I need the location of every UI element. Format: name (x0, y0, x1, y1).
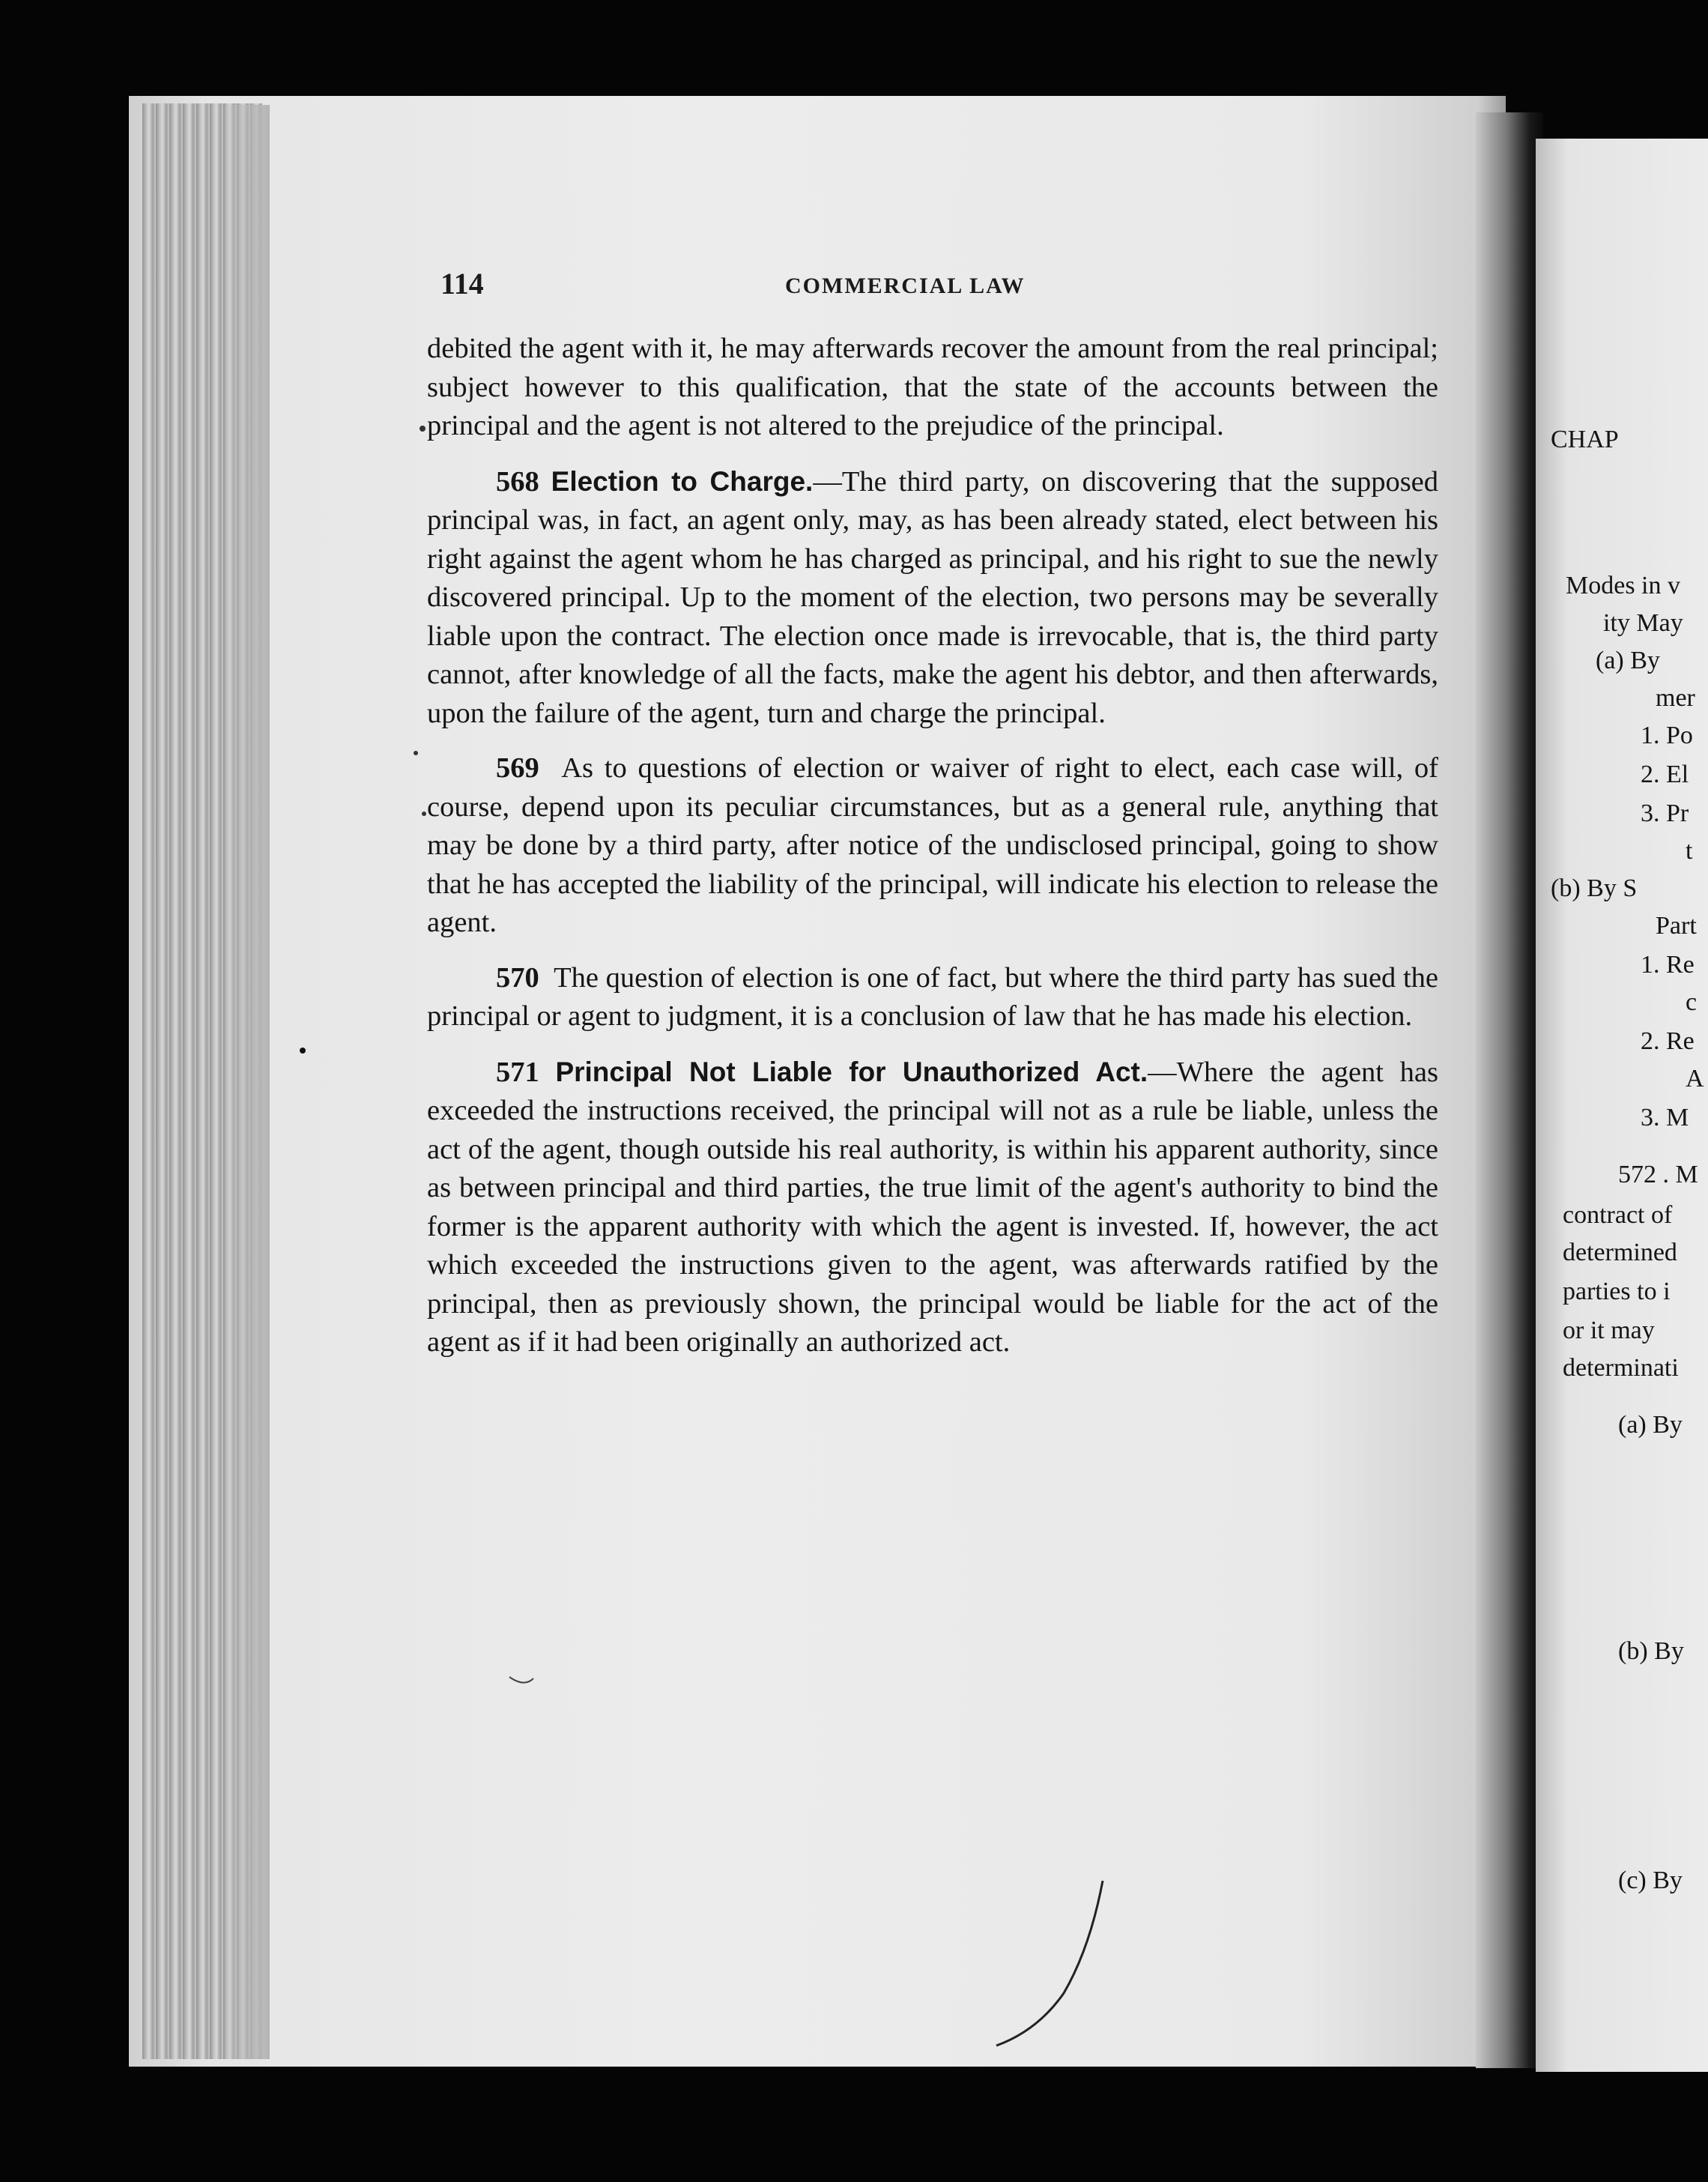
book-gutter (1476, 112, 1543, 2068)
right-line: 3. M (1641, 1104, 1689, 1131)
right-line: parties to i (1563, 1278, 1671, 1305)
right-line: (b) By (1618, 1637, 1684, 1665)
page-header (427, 266, 1438, 311)
right-line: CHAP (1551, 426, 1619, 453)
right-line: (b) By S (1551, 874, 1638, 902)
right-line: c (1686, 988, 1698, 1016)
section-568 (427, 462, 1438, 734)
page-edge-shadow (225, 105, 270, 2059)
right-line: determined (1563, 1239, 1677, 1266)
page-number: 114 (440, 267, 484, 300)
right-line: 2. El (1641, 761, 1689, 788)
right-page (1536, 139, 1708, 2072)
right-line: (a) By (1618, 1411, 1683, 1439)
page-body (427, 330, 1438, 1379)
right-line: Part (1656, 912, 1697, 940)
right-line: Modes in v (1566, 572, 1680, 599)
right-line: t (1686, 837, 1693, 865)
right-line: 2. Re (1641, 1027, 1695, 1055)
right-line: 572 . M (1618, 1161, 1698, 1188)
right-line: (a) By (1596, 647, 1660, 674)
section-text: —The third party, on discovering that the supposed principal was, in fact, an agent only, may, as has been already stated, elect between his right against the agent whom he has charged as principal, and his right to sue the newly discovered principal. Up to the moment of the election, two persons may be severally liable upon the contract. The election once made is irrevocable, that is, the third party cannot, after knowledge of all the facts, make the agent his debtor, and then afterwards, upon the failure of the agent, turn and charge the principal. (427, 465, 1439, 729)
section-570 (427, 959, 1438, 1036)
section-number: 571 (496, 1056, 539, 1088)
section-number: 570 (496, 961, 539, 994)
right-line: 3. Pr (1641, 800, 1689, 827)
right-line: A (1686, 1065, 1704, 1092)
section-heading: Principal Not Liable for Unauthorized Act. (555, 1056, 1148, 1087)
right-line: determinati (1563, 1354, 1679, 1382)
section-heading: Election to Charge. (551, 465, 814, 497)
section-571 (427, 1053, 1438, 1362)
right-line: 1. Po (1641, 722, 1693, 749)
continued-paragraph: debited the agent with it, he may afterwards recover the amount from the real principal; subject however to this qualification, that the state of the accounts between the principal and the agent is not altered to the prejudice of the principal. (427, 333, 1438, 441)
running-head: COMMERCIAL LAW (785, 273, 1026, 298)
right-line: mer (1656, 684, 1695, 712)
section-number: 569 (496, 752, 539, 784)
section-text: —Where the agent has exceeded the instructions received, the principal will not as a rule be liable, unless the act of the agent, though outside his real authority, is within his apparent authority, since as between principal and third parties, the true limit of the agent's authority to bind the former is the apparent authority with which the agent is invested. If, however, the act which exceeded the instructions given to the agent, was afterwards ratified by the principal, then as previously shown, the principal would be liable for the act of the agent as if it had been originally an authorized act. (427, 1056, 1438, 1358)
section-text: As to questions of election or waiver of right to elect, each case will, of course, depend upon its peculiar circumstances, but as a general rule, anything that may be done by a third party, after notice of the undisclosed principal, going to show that he has accepted the liability of the principal, will indicate his election to release the agent. (427, 752, 1438, 938)
section-569 (427, 749, 1438, 943)
section-number: 568 (496, 465, 539, 498)
right-line: ity May (1603, 609, 1683, 637)
section-text: The question of election is one of fact, but where the third party has sued the principal or agent to judgment, it is a conclusion of law that he has made his election. (427, 961, 1439, 1032)
right-line: 1. Re (1641, 951, 1695, 979)
right-line: (c) By (1618, 1867, 1683, 1894)
right-line: or it may (1563, 1317, 1655, 1344)
right-line: contract of (1563, 1201, 1673, 1229)
